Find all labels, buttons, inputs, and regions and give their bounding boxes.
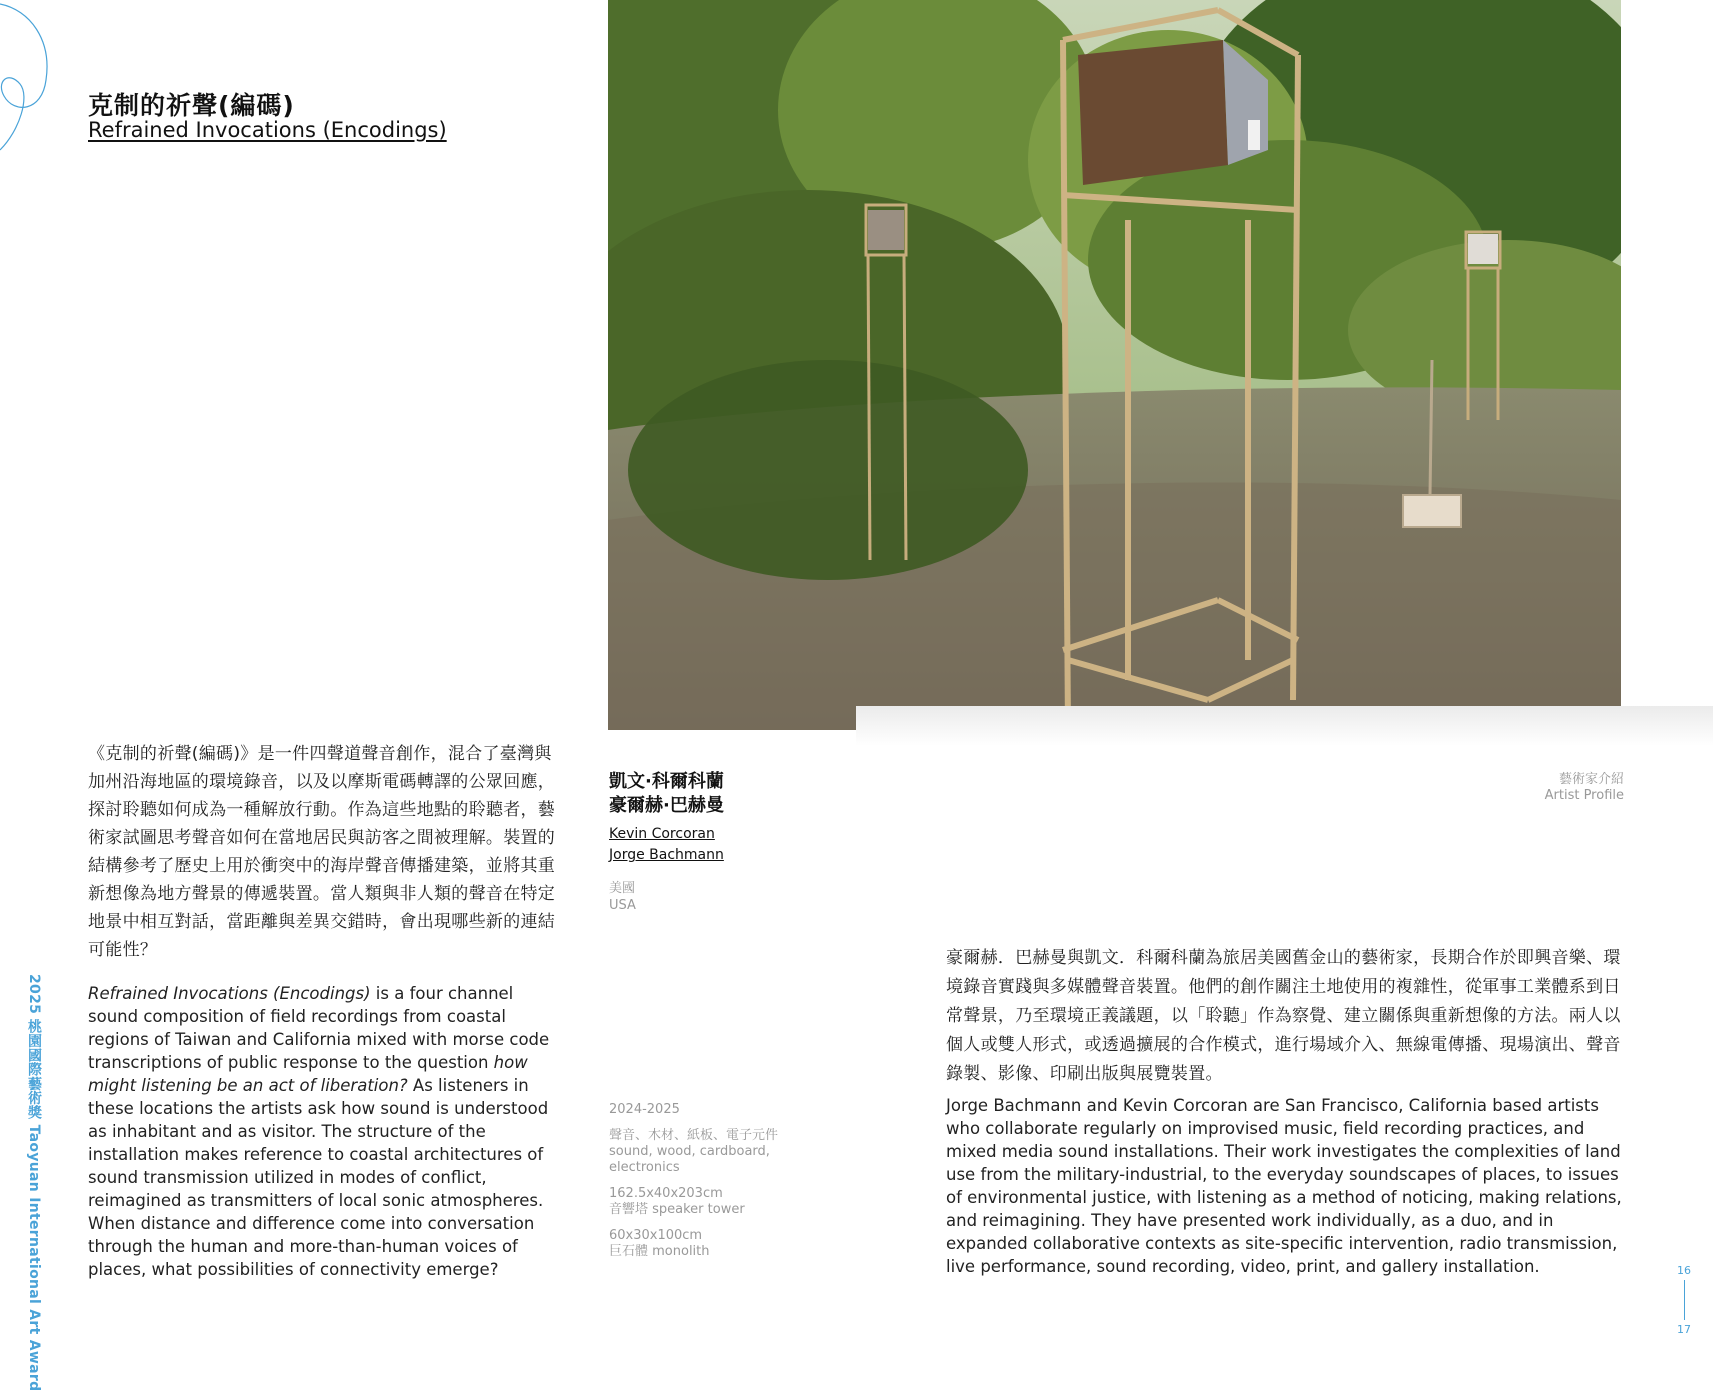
page-number-right: 17 [1677,1323,1691,1336]
artist-profile-zh: 豪爾赫．巴赫曼與凱文．科爾科蘭為旅居美國舊金山的藝術家，長期合作於即興音樂、環境錄音實踐與多媒體聲音裝置。他們的創作關注土地使用的複雜性，從軍事工業體系到日常聲景，乃至環境正義議題，以「聆聽」作為察覺、建立關係與重新想像的方法。兩人以個人或雙人形式，或透過擴展的合作模式，進行場域介入、無線電傳播、現場演出、聲音錄製、影像、印刷出版與展覽裝置。 [946,948,1621,1084]
dimension-1: 162.5x40x203cm [609,1186,723,1201]
dimension-1-label: 音響塔 speaker tower [609,1202,745,1217]
page-number-left: 16 [1677,1264,1691,1277]
description-en-title: Refrained Invocations (Encodings) [88,984,371,1003]
dimension-2: 60x30x100cm [609,1228,703,1243]
section-divider-band [856,706,1713,746]
work-year: 2024-2025 [609,1102,680,1117]
artist-profile-en: Jorge Bachmann and Kevin Corcoran are San Francisco, California based artists who collaborate regularly on improvised music, field recording practices, and mixed media sound installations. Their work investigates the complexities of land use from the military-industrial, to the everyday soundscapes of places, to issues of environmental justice, with listening as a method of noticing, making relations, and reimagining. They have presented work individually, as a duo, and in expanded collaborative contexts as site-specific intervention, radio transmission, live performance, sound recording, video, print, and gallery installation. [946,1096,1622,1276]
publication-label [24,974,44,1391]
profile-label-en: Artist Profile [1544,788,1624,803]
artist-profile-label [1500,772,1624,804]
page-numbers [1672,1264,1696,1336]
country-en: USA [609,898,636,913]
decorative-curve [0,0,60,160]
installation-photo [608,0,1621,730]
materials-en: sound, wood, cardboard, electronics [609,1144,770,1175]
description-zh: 《克制的祈聲(編碼)》是一件四聲道聲音創作，混合了臺灣與加州沿海地區的環境錄音，以及以摩斯電碼轉譯的公眾回應，探討聆聽如何成為一種解放行動。作為這些地點的聆聽者，藝術家試圖思考聲音如何在當地居民與訪客之間被理解。裝置的結構參考了歷史上用於衝突中的海岸聲音傳播建築，並將其重新想像為地方聲景的傳遞裝置。當人類與非人類的聲音在特定地景中相互對話，當距離與差異交錯時，會出現哪些新的連結可能性？ [88,744,556,960]
work-metadata [609,1102,809,1260]
artist-name-1-zh: 凱文·科爾科蘭 [609,771,724,792]
artist-name-2-en: Jorge Bachmann [609,847,724,863]
artist-names-en [609,824,724,866]
publication-title: 2025 桃園國際藝術獎 Taoyuan International Art Award [26,974,42,1391]
artist-country [609,880,636,914]
materials-zh: 聲音、木材、紙板、電子元件 [609,1128,779,1143]
profile-label-zh: 藝術家介紹 [1558,772,1624,787]
work-title-en: Refrained Invocations (Encodings) [88,118,447,142]
description-en-part1: is a four channel sound composition of field recordings from coastal regions of Taiwan and California mixed with morse code transcriptions of public response to the question [88,984,550,1072]
description-en [88,982,558,1281]
work-title-zh: 克制的祈聲(編碼) [88,91,295,120]
artist-name-1-en: Kevin Corcoran [609,826,715,842]
artist-names-zh [609,770,724,818]
description-en-question: how might listening be an act of liberation? [88,1053,528,1095]
page-number-divider [1684,1280,1685,1320]
description-en-part2: As listeners in these locations the artists ask how sound is understood as inhabitant and as visitor. The structure of the installation makes reference to coastal architectures of sound transmission utilized in modes of conflict, reimagined as transmitters of local sonic atmospheres. When distance and difference come into conversation through the human and more-than-human voices of places, what possibilities of connectivity emerge? [88,1076,549,1279]
dimension-2-label: 巨石體 monolith [609,1244,710,1259]
artist-name-2-zh: 豪爾赫·巴赫曼 [609,795,724,816]
country-zh: 美國 [609,881,636,896]
